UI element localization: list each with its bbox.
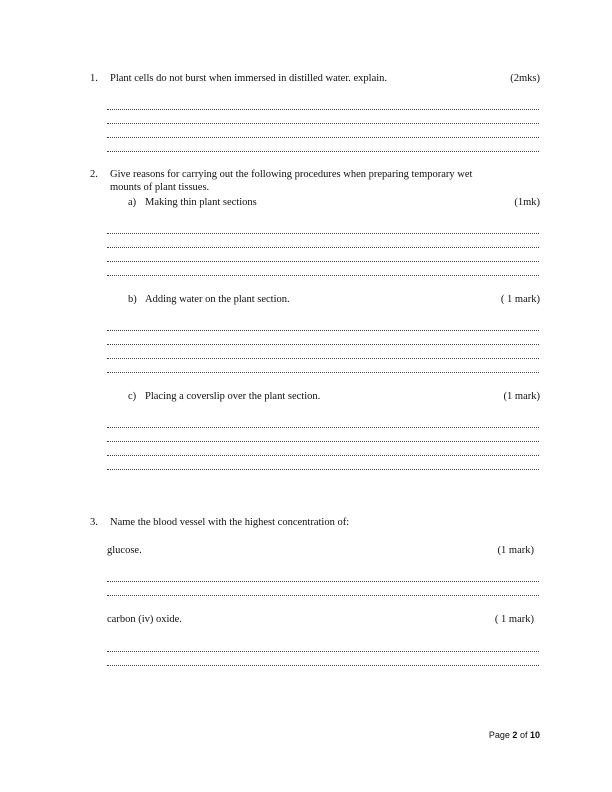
answer-line[interactable] bbox=[107, 427, 539, 428]
answer-line[interactable] bbox=[107, 651, 539, 652]
footer-total-pages: 10 bbox=[529, 730, 540, 740]
q2a-label: a) bbox=[128, 197, 137, 208]
answer-line[interactable] bbox=[107, 151, 539, 152]
q2b-label: b) bbox=[128, 294, 137, 305]
q2c-text: Placing a coverslip over the plant section. bbox=[145, 391, 321, 402]
q2-text-line1: Give reasons for carrying out the following procedures when preparing temporary wet bbox=[110, 169, 473, 180]
q3-co2-text: carbon (iv) oxide. bbox=[107, 614, 182, 625]
answer-line[interactable] bbox=[107, 261, 539, 262]
answer-line[interactable] bbox=[107, 455, 539, 456]
q1-marks: (2mks) bbox=[510, 73, 540, 84]
answer-line[interactable] bbox=[107, 123, 539, 124]
q3-text: Name the blood vessel with the highest concentration of: bbox=[110, 517, 350, 528]
q2c-marks: (1 mark) bbox=[503, 391, 540, 402]
footer-page-word: Page bbox=[488, 730, 510, 740]
q1-number: 1. bbox=[90, 73, 98, 84]
answer-line[interactable] bbox=[107, 441, 539, 442]
q3-number: 3. bbox=[90, 517, 98, 528]
answer-line[interactable] bbox=[107, 233, 539, 234]
page-footer bbox=[489, 730, 540, 740]
q3-co2-marks: ( 1 mark) bbox=[494, 614, 534, 625]
answer-line[interactable] bbox=[107, 137, 539, 138]
q1-text: Plant cells do not burst when immersed in distilled water. explain. bbox=[110, 73, 388, 84]
q2a-text: Making thin plant sections bbox=[145, 197, 257, 208]
q3-glucose-marks: (1 mark) bbox=[497, 545, 534, 556]
footer-of-word: of bbox=[519, 730, 528, 740]
answer-line[interactable] bbox=[107, 275, 539, 276]
q2b-text: Adding water on the plant section. bbox=[145, 294, 290, 305]
q2a-marks: (1mk) bbox=[514, 197, 540, 208]
answer-line[interactable] bbox=[107, 595, 539, 596]
q2-text-line2: mounts of plant tissues. bbox=[110, 182, 210, 193]
footer-current-page: 2 bbox=[512, 730, 518, 740]
q2-number: 2. bbox=[90, 169, 98, 180]
answer-line[interactable] bbox=[107, 109, 539, 110]
answer-line[interactable] bbox=[107, 330, 539, 331]
answer-line[interactable] bbox=[107, 469, 539, 470]
answer-line[interactable] bbox=[107, 344, 539, 345]
q2b-marks: ( 1 mark) bbox=[500, 294, 540, 305]
q2c-label: c) bbox=[128, 391, 137, 402]
answer-line[interactable] bbox=[107, 372, 539, 373]
answer-line[interactable] bbox=[107, 247, 539, 248]
answer-line[interactable] bbox=[107, 358, 539, 359]
q3-glucose-text: glucose. bbox=[107, 545, 142, 556]
answer-line[interactable] bbox=[107, 581, 539, 582]
answer-line[interactable] bbox=[107, 665, 539, 666]
